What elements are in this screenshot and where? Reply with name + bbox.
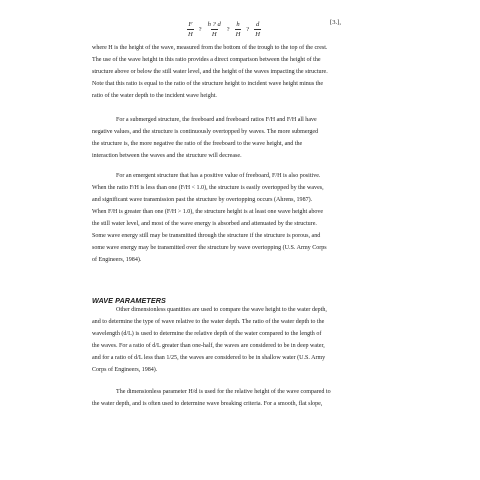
paragraph-2 [92, 114, 396, 162]
text-line: the water depth, and is often used to determine wave breaking criteria. For a smooth, flat slope, [92, 401, 323, 407]
equation-number: [3.], [330, 19, 341, 26]
text-line: For an emergent structure that has a positive value of freeboard, F/H is also positive. [116, 173, 321, 179]
text-line: structure above or below the still water level, and the height of the waves impacting the structure. [92, 69, 328, 75]
text-line: Corps of Engineers, 1984). [92, 367, 158, 373]
equation [185, 12, 325, 46]
fraction-denominator: H [255, 30, 261, 38]
text-line: the still water level, and most of the wave energy is absorbed and attenuated by the structure. [92, 221, 317, 227]
text-line: Note that this ratio is equal to the ratio of the structure height to incident wave height minus the [92, 81, 324, 87]
fraction-numerator: F [188, 20, 193, 28]
text-line: some wave energy may be transmitted over the structure by wave overtopping (U.S. Army Corps [92, 245, 327, 251]
text-line: When the ratio F/H is less than one (F/H < 1.0), the structure is easily overtopped by the waves, [92, 185, 324, 191]
fraction-denominator: H [211, 30, 217, 38]
equation-operator: ? [246, 25, 250, 33]
paragraph-3 [92, 170, 396, 266]
text-line: and for a ratio of d/L less than 1/25, the waves are considered to be in shallow water (U.S. Army [92, 355, 326, 361]
text-line: For a submerged structure, the freeboard and freeboard ratios F/H and F/H all have [116, 117, 317, 123]
text-line: and significant wave transmission past the structure by overtopping occurs (Ahrens, 1987). [92, 197, 313, 203]
fraction-numerator: h [236, 20, 240, 28]
text-line: negative values, and the structure is continuously overtopped by waves. The more submerged [92, 129, 319, 135]
paragraph-4 [92, 304, 396, 376]
text-line: where H is the height of the wave, measured from the bottom of the trough to the top of the crest. [92, 45, 328, 51]
equation-fraction [235, 20, 242, 39]
paragraph-5 [92, 386, 396, 410]
equation-fraction [254, 20, 261, 39]
text-line: and to determine the type of wave relative to the water depth. The ratio of the water depth to the [92, 319, 325, 325]
fraction-numerator: h ? d [207, 20, 221, 28]
fraction-denominator: H [188, 30, 193, 38]
equation-operator: ? [198, 25, 202, 33]
paragraph-1 [92, 42, 396, 102]
equation-fraction [207, 20, 222, 39]
equation-fraction [187, 20, 194, 39]
text-line: ratio of the water depth to the incident wave height. [92, 93, 217, 99]
section-heading: WAVE PARAMETERS [92, 296, 166, 305]
text-line: interaction between the waves and the structure will decrease. [92, 153, 242, 159]
text-line: the structure is, the more negative the ratio of the freeboard to the wave height, and the [92, 141, 303, 147]
text-line: of Engineers, 1984). [92, 257, 142, 263]
text-line: wavelength (d/L) is used to determine the relative depth of the water compared to the length of [92, 331, 322, 337]
text-line: The dimensionless parameter H/d is used for the relative height of the wave compared to [116, 389, 331, 395]
text-line: Some wave energy still may be transmitted through the structure if the structure is porous, and [92, 233, 321, 239]
text-line: The use of the wave height in this ratio provides a direct comparison between the height of the [92, 57, 321, 63]
fraction-numerator: d [255, 20, 260, 28]
fraction-denominator: H [235, 30, 241, 38]
text-line: the waves. For a ratio of d/L greater than one-half, the waves are considered to be in deep water, [92, 343, 325, 349]
text-line: Other dimensionless quantities are used to compare the wave height to the water depth, [116, 307, 327, 313]
equation-operator: ? [226, 25, 230, 33]
text-line: When F/H is greater than one (F/H > 1.0), the structure height is at least one wave height above [92, 209, 324, 215]
